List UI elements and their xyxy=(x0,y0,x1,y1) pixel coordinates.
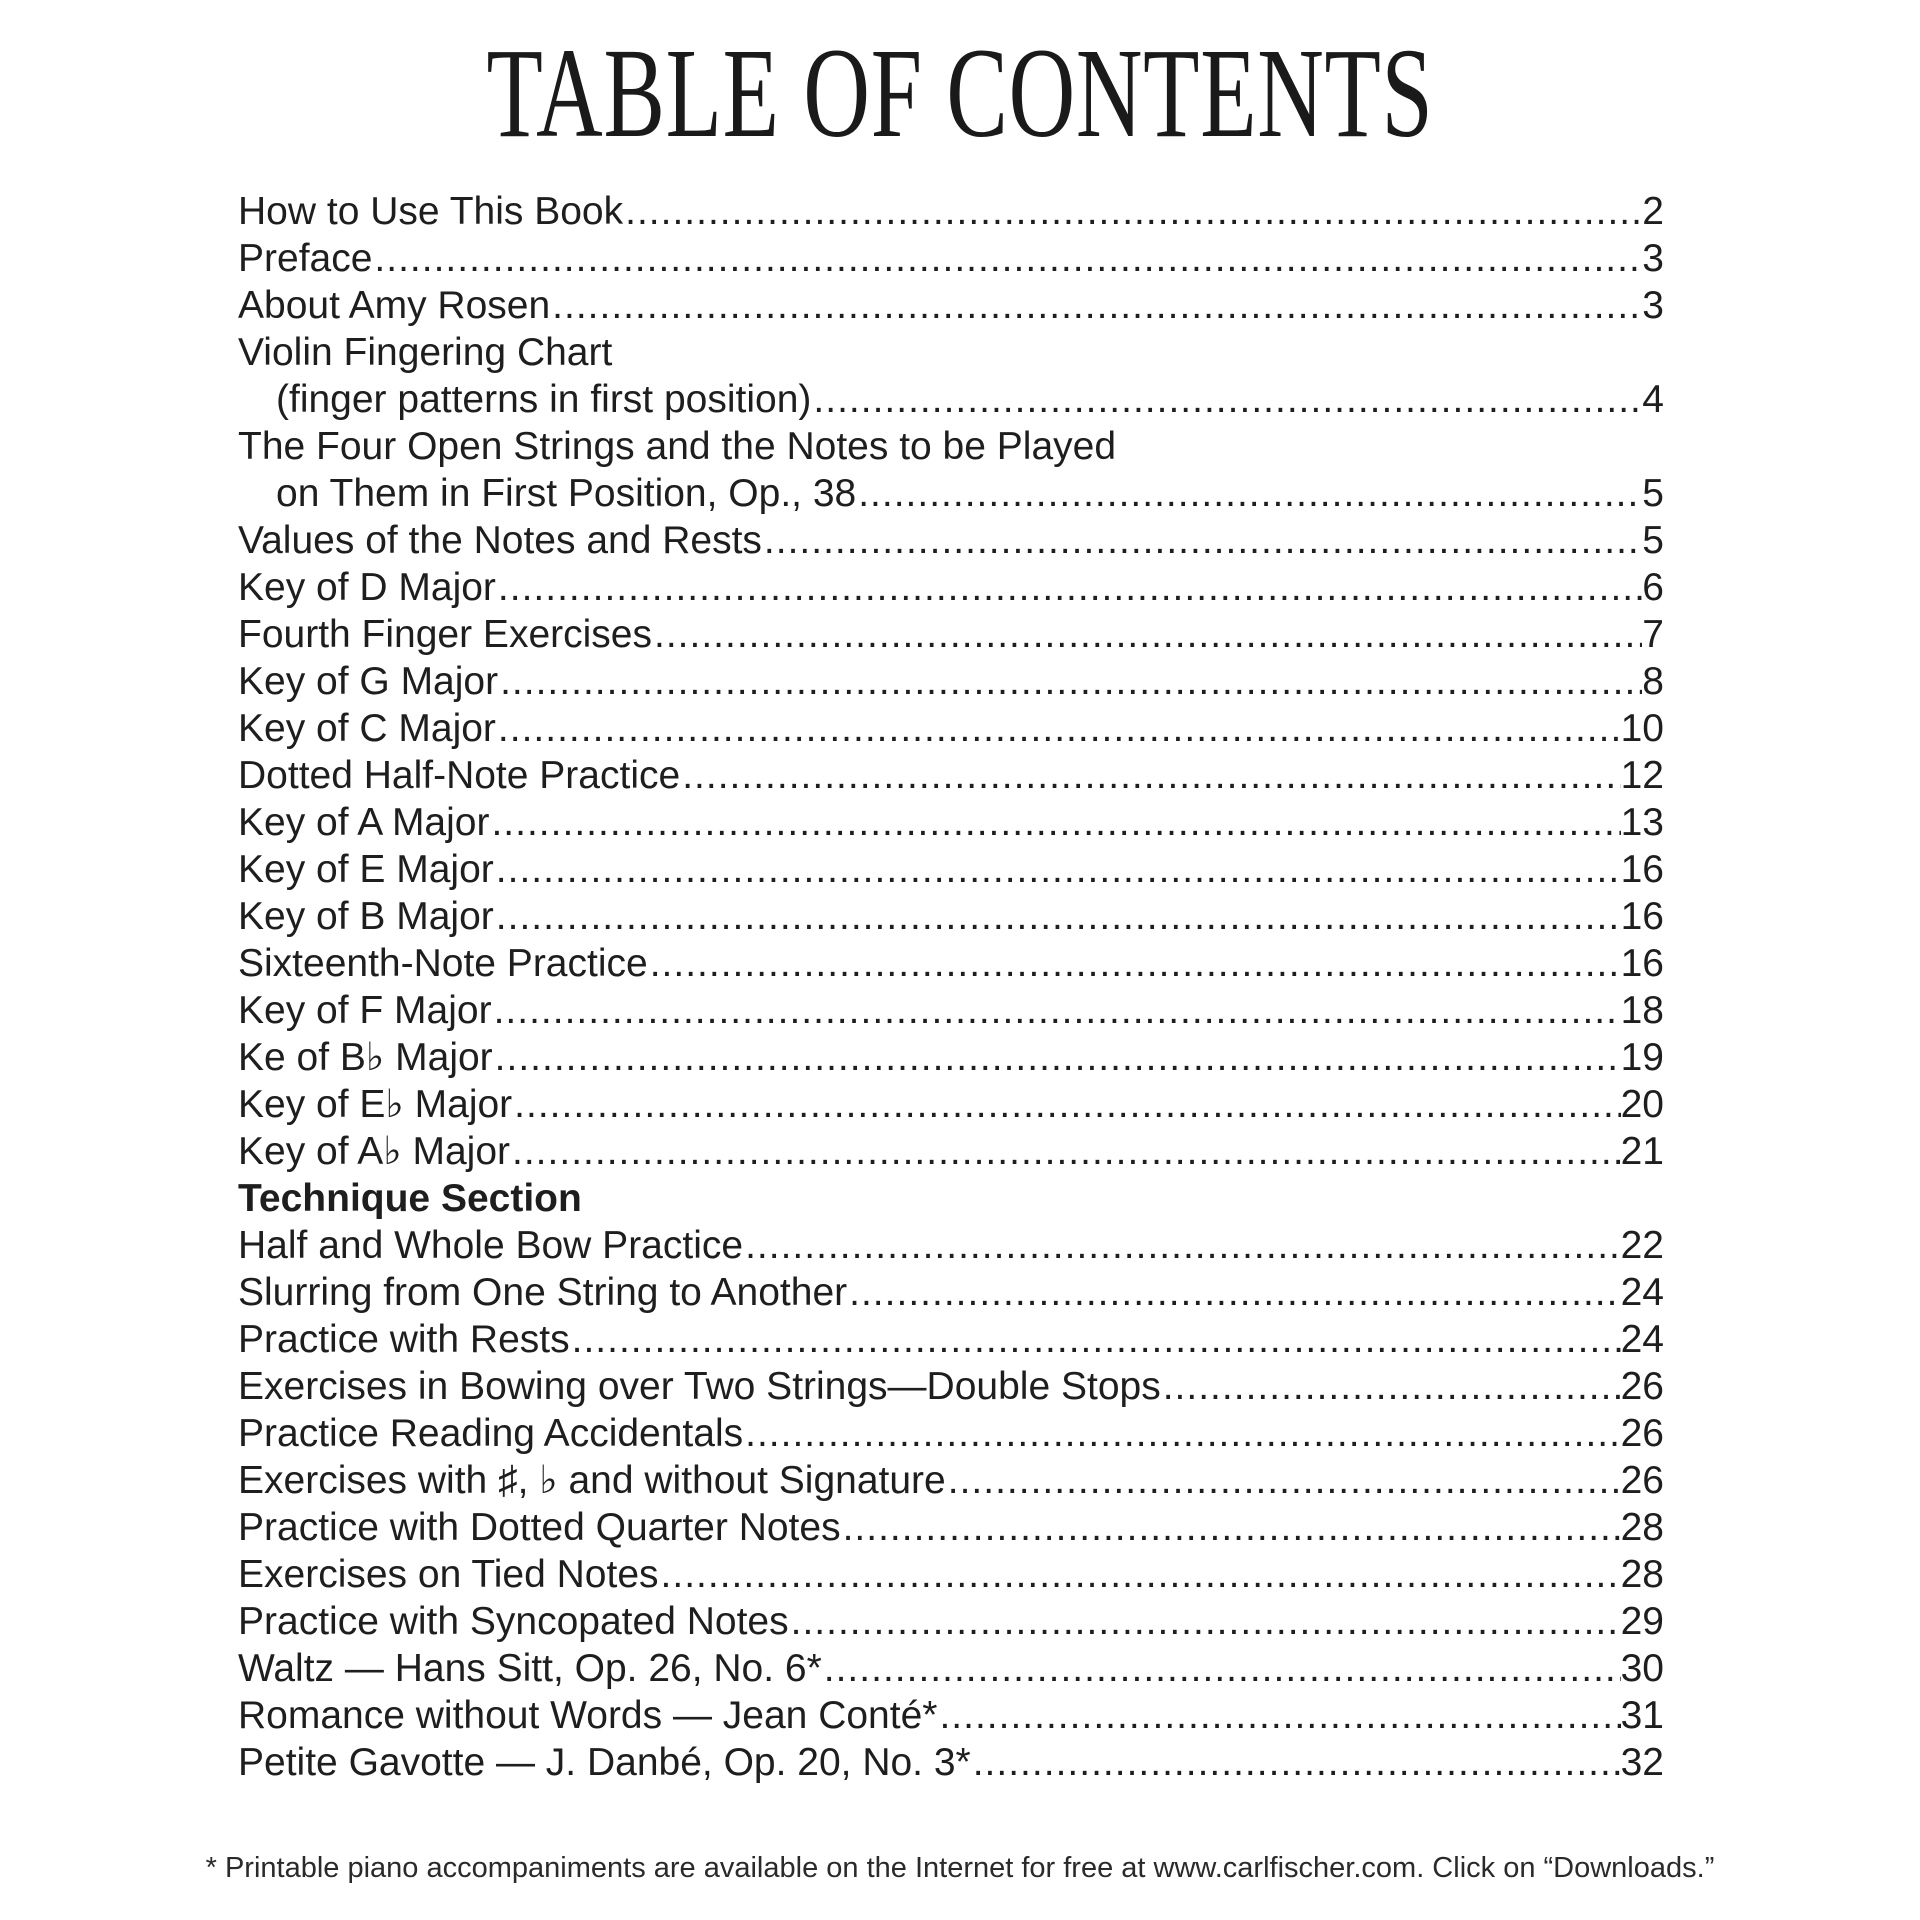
dot-leader xyxy=(937,1692,1620,1739)
entry-title: Dotted Half-Note Practice xyxy=(238,754,681,797)
dot-leader xyxy=(946,1457,1621,1504)
dot-leader xyxy=(680,752,1620,799)
toc-entry xyxy=(238,329,1664,376)
toc-entry xyxy=(238,705,1664,752)
entry-title: Half and Whole Bow Practice xyxy=(238,1224,744,1267)
dot-leader xyxy=(493,1034,1621,1081)
entry-page: 24 xyxy=(1620,1271,1664,1314)
dot-leader xyxy=(789,1598,1621,1645)
entry-page: 26 xyxy=(1620,1412,1664,1455)
section-heading xyxy=(238,1175,1664,1222)
entry-title: Waltz — Hans Sitt, Op. 26, No. 6* xyxy=(238,1647,822,1690)
entry-page: 24 xyxy=(1620,1318,1664,1361)
entry-page: 6 xyxy=(1642,566,1664,609)
toc-entry xyxy=(238,1363,1664,1410)
entry-page: 20 xyxy=(1620,1083,1664,1126)
entry-page: 12 xyxy=(1620,754,1664,797)
dot-leader xyxy=(550,282,1642,329)
entry-page: 19 xyxy=(1620,1036,1664,1079)
table-of-contents xyxy=(238,188,1664,1786)
page-title: TABLE OF CONTENTS xyxy=(486,22,1434,164)
toc-entry xyxy=(238,799,1664,846)
entry-title: Key of G Major xyxy=(238,660,499,703)
dot-leader xyxy=(659,1551,1621,1598)
entry-title: Key of E Major xyxy=(238,848,494,891)
entry-page: 31 xyxy=(1620,1694,1664,1737)
entry-page: 16 xyxy=(1620,848,1664,891)
toc-entry xyxy=(238,1457,1664,1504)
toc-entry xyxy=(238,1128,1664,1175)
toc-entry xyxy=(238,470,1664,517)
entry-page: 16 xyxy=(1620,942,1664,985)
dot-leader xyxy=(648,940,1621,987)
entry-page: 29 xyxy=(1620,1600,1664,1643)
footnote: * Printable piano accompaniments are available on the Internet for free at www.carlfischer.com. Click on “Downloads.” xyxy=(205,1852,1715,1884)
dot-leader xyxy=(496,564,1642,611)
entry-title: Practice with Syncopated Notes xyxy=(238,1600,789,1643)
toc-entry xyxy=(238,846,1664,893)
dot-leader xyxy=(623,188,1642,235)
toc-entry xyxy=(238,1739,1664,1786)
entry-page: 22 xyxy=(1620,1224,1664,1267)
dot-leader xyxy=(822,1645,1621,1692)
entry-title: on Them in First Position, Op., 38 xyxy=(276,472,857,515)
toc-entry xyxy=(238,1222,1664,1269)
entry-title: Key of D Major xyxy=(238,566,496,609)
entry-page: 3 xyxy=(1642,284,1664,327)
section-heading-title: Technique Section xyxy=(238,1177,582,1220)
entry-page: 10 xyxy=(1620,707,1664,750)
entry-title: Key of E♭ Major xyxy=(238,1083,513,1126)
dot-leader xyxy=(971,1739,1621,1786)
toc-entry xyxy=(238,1410,1664,1457)
toc-entry xyxy=(238,1081,1664,1128)
dot-leader xyxy=(492,987,1621,1034)
entry-title: Key of A♭ Major xyxy=(238,1130,511,1173)
entry-title: Key of A Major xyxy=(238,801,490,844)
dot-leader xyxy=(498,658,1642,705)
toc-entry xyxy=(238,1504,1664,1551)
entry-title: How to Use This Book xyxy=(238,190,624,233)
entry-title: Romance without Words — Jean Conté* xyxy=(238,1694,938,1737)
toc-entry xyxy=(238,188,1664,235)
entry-title: Key of C Major xyxy=(238,707,496,750)
dot-leader xyxy=(494,846,1621,893)
entry-page: 32 xyxy=(1620,1741,1664,1784)
dot-leader xyxy=(743,1410,1620,1457)
entry-title: Slurring from One String to Another xyxy=(238,1271,848,1314)
entry-title: Practice with Rests xyxy=(238,1318,570,1361)
entry-title: Fourth Finger Exercises xyxy=(238,613,652,656)
toc-entry xyxy=(238,658,1664,705)
dot-leader xyxy=(496,705,1621,752)
entry-title: Practice Reading Accidentals xyxy=(238,1412,744,1455)
entry-page: 18 xyxy=(1620,989,1664,1032)
entry-page: 26 xyxy=(1620,1365,1664,1408)
entry-page: 5 xyxy=(1642,472,1664,515)
entry-page: 30 xyxy=(1620,1647,1664,1690)
dot-leader xyxy=(494,893,1621,940)
entry-title: Practice with Dotted Quarter Notes xyxy=(238,1506,841,1549)
toc-entry xyxy=(238,940,1664,987)
toc-entry xyxy=(238,752,1664,799)
toc-entry xyxy=(238,1598,1664,1645)
entry-title: About Amy Rosen xyxy=(238,284,551,327)
entry-title: Ke of B♭ Major xyxy=(238,1036,493,1079)
dot-leader xyxy=(1161,1363,1621,1410)
toc-entry xyxy=(238,893,1664,940)
toc-entry xyxy=(238,517,1664,564)
dot-leader xyxy=(510,1128,1621,1175)
entry-title: (finger patterns in first position) xyxy=(276,378,812,421)
entry-page: 28 xyxy=(1620,1506,1664,1549)
entry-page: 4 xyxy=(1642,378,1664,421)
toc-entry xyxy=(238,1316,1664,1363)
dot-leader xyxy=(652,611,1642,658)
dot-leader xyxy=(372,235,1642,282)
entry-page: 5 xyxy=(1642,519,1664,562)
dot-leader xyxy=(570,1316,1621,1363)
dot-leader xyxy=(856,470,1642,517)
entry-title: Key of B Major xyxy=(238,895,494,938)
entry-title: Sixteenth-Note Practice xyxy=(238,942,648,985)
toc-entry xyxy=(238,1034,1664,1081)
entry-page: 13 xyxy=(1620,801,1664,844)
entry-title: Exercises in Bowing over Two Strings—Double Stops xyxy=(238,1365,1161,1408)
dot-leader xyxy=(762,517,1642,564)
entry-title: Key of F Major xyxy=(238,989,492,1032)
dot-leader xyxy=(841,1504,1621,1551)
toc-entry xyxy=(238,1269,1664,1316)
entry-title: Values of the Notes and Rests xyxy=(238,519,762,562)
entry-page: 8 xyxy=(1642,660,1664,703)
entry-page: 2 xyxy=(1642,190,1664,233)
entry-title: Exercises with ♯, ♭ and without Signature xyxy=(238,1459,946,1502)
dot-leader xyxy=(743,1222,1621,1269)
toc-entry xyxy=(238,564,1664,611)
entry-page: 7 xyxy=(1642,613,1664,656)
entry-page: 26 xyxy=(1620,1459,1664,1502)
toc-entry xyxy=(238,282,1664,329)
toc-entry xyxy=(238,376,1664,423)
toc-entry xyxy=(238,1645,1664,1692)
entry-title: Petite Gavotte — J. Danbé, Op. 20, No. 3* xyxy=(238,1741,971,1784)
toc-entry xyxy=(238,1551,1664,1598)
entry-title: Exercises on Tied Notes xyxy=(238,1553,659,1596)
entry-page: 21 xyxy=(1620,1130,1664,1173)
toc-entry xyxy=(238,235,1664,282)
entry-page: 16 xyxy=(1620,895,1664,938)
entry-page: 3 xyxy=(1642,237,1664,280)
dot-leader xyxy=(489,799,1620,846)
entry-page: 28 xyxy=(1620,1553,1664,1596)
dot-leader xyxy=(847,1269,1620,1316)
entry-title: The Four Open Strings and the Notes to be Played xyxy=(238,425,1117,468)
entry-title: Violin Fingering Chart xyxy=(238,331,613,374)
toc-entry xyxy=(238,611,1664,658)
dot-leader xyxy=(512,1081,1620,1128)
toc-entry xyxy=(238,987,1664,1034)
toc-entry xyxy=(238,423,1664,470)
toc-entry xyxy=(238,1692,1664,1739)
entry-title: Preface xyxy=(238,237,373,280)
dot-leader xyxy=(811,376,1642,423)
